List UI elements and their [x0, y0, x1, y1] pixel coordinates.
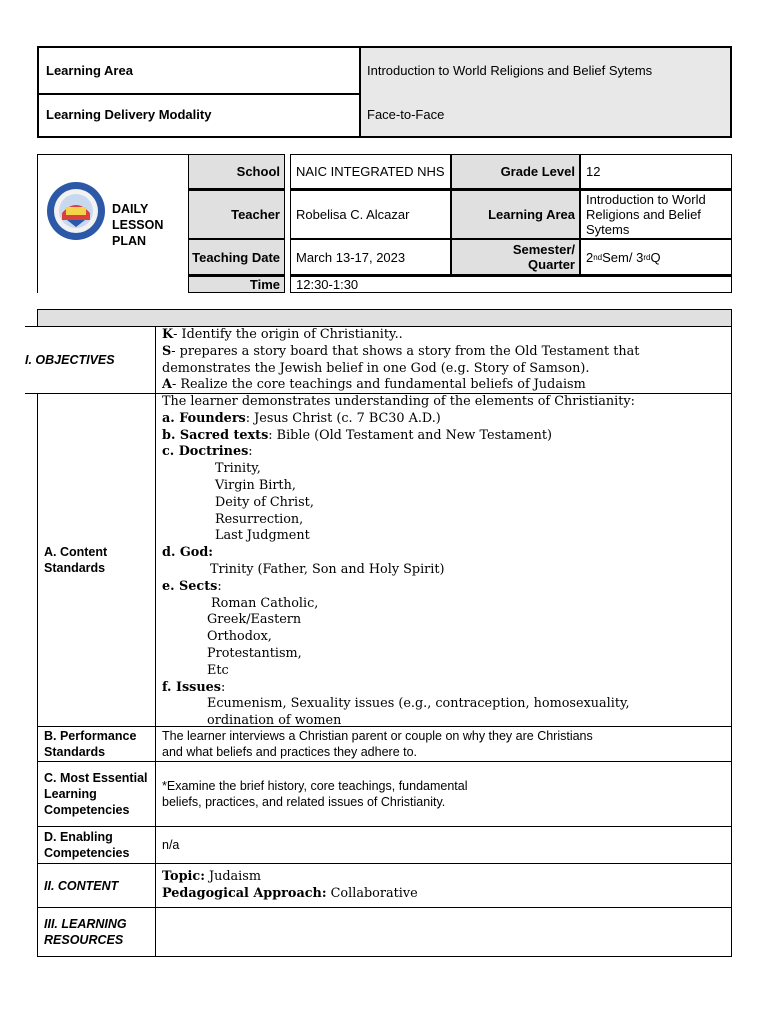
logo-cell-bottom	[37, 275, 189, 293]
sect-item: Etc	[207, 662, 229, 678]
doctrines-key: c. Doctrines	[162, 444, 249, 460]
teacher-label: Teacher	[188, 189, 285, 239]
time-label: Time	[188, 275, 285, 293]
grade-level-value: 12	[580, 154, 732, 189]
god-key: d. God:	[162, 545, 213, 561]
time-value: 12:30-1:30	[290, 275, 732, 293]
objectives-cell	[155, 326, 732, 394]
k-text: - Identify the origin of Christianity..	[173, 327, 403, 342]
sect-item: Greek/Eastern	[207, 612, 302, 628]
melc-cell	[155, 761, 732, 827]
sacred-texts-value: : Bible (Old Testament and New Testament)	[268, 427, 552, 443]
a-text: - Realize the core teachings and fundamental beliefs of Judaism	[171, 377, 586, 393]
semester-suffix: nd	[593, 252, 603, 262]
logo-cell	[37, 154, 189, 287]
learning-area-value: Introduction to World Religions and Belief Sytems	[359, 48, 730, 93]
melc-line: beliefs, practices, and related issues of Christianity.	[162, 795, 446, 809]
teacher-value: Robelisa C. Alcazar	[290, 189, 451, 239]
sect-item: Orthodox,	[207, 629, 272, 645]
doctrines-line	[162, 444, 731, 461]
content-intro: The learner demonstrates understanding of the elements of Christianity:	[162, 394, 635, 409]
god-value: Trinity (Father, Son and Holy Spirit)	[210, 561, 445, 577]
content-label: II. CONTENT	[37, 863, 156, 908]
lesson-plan-table	[25, 309, 732, 957]
sect-item: Roman Catholic,	[211, 595, 319, 611]
delivery-modality-label: Learning Delivery Modality	[46, 107, 212, 122]
school-label: School	[188, 154, 285, 189]
dlp-title-line: PLAN	[112, 234, 147, 248]
founders-value: : Jesus Christ (c. 7 BC30 A.D.)	[245, 410, 441, 426]
objective-s-continued: demonstrates the Jewish belief in one God (e.g. Story of Samson).	[162, 360, 590, 376]
approach-line	[162, 886, 731, 903]
performance-standards-cell	[155, 726, 732, 762]
dlp-header-table	[37, 154, 732, 294]
content-standards-label: A. Content Standards	[37, 393, 156, 727]
resources-label: III. LEARNING RESOURCES	[37, 907, 156, 957]
approach-value: Collaborative	[326, 885, 418, 901]
k-letter: K	[162, 327, 174, 342]
issues-value-continued: ordination of women	[207, 713, 342, 729]
grade-level-label: Grade Level	[451, 154, 580, 189]
sect-item: Protestantism,	[207, 645, 302, 661]
sacred-texts-line	[162, 428, 731, 445]
dlp-title-line: DAILY	[112, 202, 149, 216]
sects-key: e. Sects	[162, 578, 218, 594]
issues-line	[162, 680, 731, 697]
learning-info-table	[37, 46, 732, 138]
semester-label: Semester/ Quarter	[451, 239, 580, 275]
objectives-label: I. OBJECTIVES	[25, 326, 156, 394]
objective-a	[162, 377, 731, 394]
objective-k	[162, 327, 731, 344]
dlp-title-line: LESSON	[112, 218, 164, 232]
teaching-date-label: Teaching Date	[188, 239, 285, 275]
learning-area-label: Learning Area	[46, 63, 133, 78]
doctrine-item: Trinity,	[215, 461, 261, 477]
teaching-date-value: March 13-17, 2023	[290, 239, 451, 275]
resources-cell	[155, 907, 732, 957]
doctrines-colon: :	[248, 444, 253, 460]
s-text: - prepares a story board that shows a story from the Old Testament that	[171, 343, 640, 359]
doctrine-item: Virgin Birth,	[215, 477, 296, 493]
quarter-unit: Q	[650, 249, 661, 265]
enabling-value: n/a	[155, 826, 732, 864]
performance-line: The learner interviews a Christian parent or couple on why they are Christians	[162, 729, 593, 743]
objective-s	[162, 344, 731, 361]
issues-colon: :	[221, 679, 226, 695]
s-letter: S	[162, 343, 172, 359]
a-letter: A	[162, 377, 172, 393]
delivery-modality-value: Face-to-Face	[359, 93, 730, 136]
founders-key: a. Founders	[162, 410, 246, 426]
doctrine-item: Last Judgment	[215, 528, 310, 544]
sects-colon: :	[217, 578, 222, 594]
melc-label: C. Most Essential Learning Competencies	[37, 761, 156, 827]
doctrine-item: Resurrection,	[215, 511, 304, 527]
content-standards-cell	[155, 393, 732, 727]
quarter-text: Sem/ 3	[602, 249, 644, 265]
table-header-band	[37, 309, 732, 327]
content-cell	[155, 863, 732, 908]
school-seal-icon	[45, 180, 107, 242]
god-line	[162, 545, 731, 562]
school-value: NAIC INTEGRATED NHS	[290, 154, 451, 189]
topic-line	[162, 869, 731, 886]
enabling-label: D. Enabling Competencies	[37, 826, 156, 864]
learning-area-value-2: Introduction to World Religions and Belief Sytems	[580, 189, 732, 239]
performance-line: and what beliefs and practices they adhere to.	[162, 745, 418, 759]
founders-line	[162, 411, 731, 428]
topic-value: Judaism	[204, 869, 261, 884]
melc-line: *Examine the brief history, core teachings, fundamental	[162, 779, 468, 793]
issues-key: f. Issues	[162, 679, 222, 695]
performance-standards-label: B. Performance Standards	[37, 726, 156, 762]
topic-key: Topic:	[162, 869, 205, 884]
sacred-texts-key: b. Sacred texts	[162, 427, 269, 443]
sects-line	[162, 579, 731, 596]
delivery-modality-row	[39, 93, 730, 136]
approach-key: Pedagogical Approach:	[162, 885, 327, 901]
semester-value	[580, 239, 732, 275]
learning-area-row	[39, 48, 730, 95]
issues-value: Ecumenism, Sexuality issues (e.g., contraception, homosexuality,	[207, 696, 630, 712]
learning-area-label-2: Learning Area	[451, 189, 580, 239]
dlp-title	[112, 201, 163, 249]
doctrine-item: Deity of Christ,	[215, 494, 314, 510]
quarter-suffix: rd	[643, 252, 651, 262]
semester-number: 2	[586, 249, 594, 265]
